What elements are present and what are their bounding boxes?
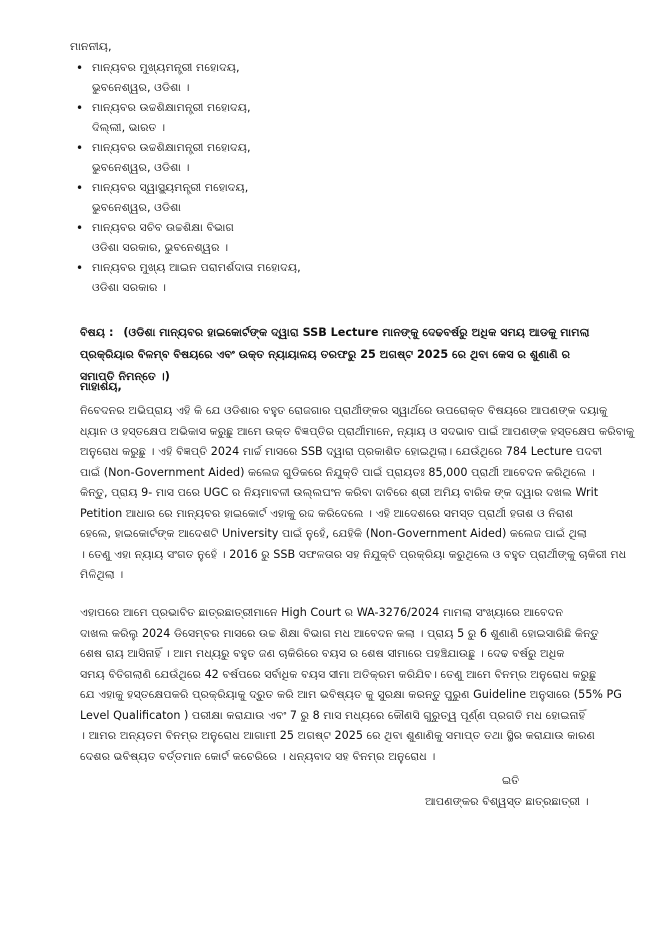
addressee-list <box>70 58 610 298</box>
body-paragraph-1 <box>80 401 635 586</box>
paragraph-line: ଅନୁରୋଧ କରୁଛୁ । ଏହି ବିଜ୍ଞପ୍ତି 2024 ମାର୍ଚ୍ଚ ମାସରେ SSB ଦ୍ୱାରା ପ୍ରକାଶିତ ହୋଇଥିଲା। ଯେଉଁଥିରେ 784 Lecture ପଦବୀ <box>80 445 603 458</box>
body-paragraph-2 <box>80 603 622 767</box>
addressee-item <box>70 98 610 138</box>
addressee-item <box>70 258 610 298</box>
addressee-location: ଭୁବନେଶ୍ୱର, ଓଡିଶା । <box>92 161 190 174</box>
paragraph-line: ଏହାପରେ ଆମେ ପ୍ରଭାବିତ ଛାତ୍ରଛାତ୍ରୀମାନେ High Court ର WA-3276/2024 ମାମଲା ସଂଖ୍ୟାରେ ଆବେଦନ <box>80 606 564 619</box>
salutation: ମାନନୀୟ, <box>70 40 112 53</box>
bullet-icon: • <box>76 141 84 155</box>
paragraph-line: ଶେଷ ରାୟ ଆସିନାହିଁ । ଆମ ମଧ୍ୟରୁ ବହୁତ ଜଣ ଚାକିରିରେ ବୟସ ର ଶେଷ ସୀମାରେ ପହଞ୍ଚିଯାଉଛୁ । ଦେଢ ବର୍ଷରୁ ଅଧିକ <box>80 647 565 660</box>
addressee-location: ଓଡିଶା ସରକାର, ଭୁବନେଶ୍ୱର । <box>92 241 229 254</box>
paragraph-line: ସମୟ ବିତିଗଲାଣି ଯେଉଁଥିରେ 42 ବର୍ଷପରେ ସର୍ବାଧିକ ବୟସ ସୀମା ଅତିକ୍ରମ କରିଯିବ। ତେଣୁ ଆମେ ବିନମ୍ର ଅନୁରୋଧ କରୁଛୁ <box>80 667 597 681</box>
bullet-icon: • <box>76 181 84 195</box>
addressee-location: ଭୁବନେଶ୍ୱର, ଓଡିଶା । <box>92 81 190 94</box>
addressee-title: ମାନ୍ୟବର ମୁଖ୍ୟ ଆଇନ ପରାମର୍ଶଦାତା ମହୋଦୟ, <box>92 261 301 274</box>
addressee-location: ଦିଲ୍ଲୀ, ଭାରତ । <box>92 121 166 134</box>
paragraph-line: Level Qualificaton ) ପରୀକ୍ଷା କରାଯାଉ ଏବଂ 7 ରୁ 8 ମାସ ମଧ୍ୟରେ କୌଣସି ଗୁରୁତ୍ୱ ପୂର୍ଣ୍ଣ ପ୍ରଗତି ମଧ ହୋଇନାହିଁ <box>80 708 586 722</box>
paragraph-line: ଦାଖଲ କରିଲୁ 2024 ଡିସେମ୍ବର ମାସରେ ଉଚ୍ଚ ଶିକ୍ଷା ବିଭାଗ ମଧ ଆବେଦନ କଲା । ପ୍ରାୟ 5 ରୁ 6 ଶୁଣାଣି ହୋଇସାରିଛି କିନ୍ତୁ <box>80 626 599 640</box>
paragraph-line: । ତେଣୁ ଏହା ନ୍ୟାୟ ସଂଗତ ନୁହେଁ । 2016 ରୁ SSB ସଫଳତାର ସହ ନିଯୁକ୍ତି ପ୍ରକ୍ରିୟା କରୁଥିଲେ ଓ ବହୁତ ପ୍ରାର୍ଥୀଙ୍କୁ ଚାକିରୀ ମଧ <box>80 547 627 561</box>
greeting: ମାହାଶୟ, <box>80 380 122 393</box>
paragraph-line: ଦେଶର ଭବିଷ୍ୟତ ବର୍ତ୍ତମାନ କୋର୍ଟ କଚେରିରେ । ଧନ୍ୟବାଦ ସହ ବିନମ୍ର ଅନୁରୋଧ । <box>80 749 436 763</box>
paragraph-line: ନିବେଦନର ଅଭିପ୍ରାୟ ଏହି କି ଯେ ଓଡିଶାର ବହୁତ ରୋଜଗାର ପ୍ରାର୍ଥୀଙ୍କର ସ୍ୱାର୍ଥରେ ଉପରୋକ୍ତ ବିଷୟରେ ଆପଣଙ୍କ ଦୟାକୁ <box>80 404 608 417</box>
paragraph-line: ଯେ ଏହାକୁ ହସ୍ତକ୍ଷେପକରି ପ୍ରକ୍ରିୟାକୁ ଦ୍ରୁତ କରି ଆମ ଭବିଷ୍ୟତ କୁ ସୁରକ୍ଷା କରନ୍ତୁ ପୁରୁଣ Guideline ଅନୁସାରେ (55% PG <box>80 688 622 701</box>
paragraph-line: ଧ୍ୟାନ ଓ ହସ୍ତକ୍ଷେପ ଅଭିକାସ କରୁଛୁ ଆମେ ଉକ୍ତ ବିଜ୍ଞପ୍ତିର ପ୍ରାର୍ଥୀମାନେ, ନ୍ୟାୟ ଓ ସଦଭାବ ପାଇଁ ଆପଣଙ୍କ ହସ୍ତକ୍ଷେପ କରିବାକୁ <box>80 424 635 438</box>
addressee-item <box>70 138 610 178</box>
addressee-item <box>70 218 610 258</box>
bullet-icon: • <box>76 101 84 115</box>
addressee-title: ମାନ୍ୟବର ଉଚ୍ଚଶିକ୍ଷାମନ୍ତ୍ରୀ ମହୋଦୟ, <box>92 101 251 114</box>
addressee-title: ମାନ୍ୟବର ମୁଖ୍ୟମନ୍ତ୍ରୀ ମହୋଦୟ, <box>92 61 240 74</box>
addressee-item <box>70 178 610 218</box>
paragraph-line: Petition ଆଧାର ରେ ମାନ୍ୟବର ହାଇକୋର୍ଟ ଏହାକୁ ରଦ୍ଦ କରିଦେଲେ । ଏହି ଆଦେଶରେ ସମସ୍ତ ପ୍ରାର୍ଥୀ ହତାଶ ଓ ନିରାଶ <box>80 506 574 520</box>
closing: ଇତି <box>502 774 520 787</box>
bullet-icon: • <box>76 61 84 75</box>
bullet-icon: • <box>76 261 84 275</box>
addressee-location: ଭୁବନେଶ୍ୱର, ଓଡିଶା <box>92 201 181 214</box>
paragraph-line: ପାଇଁ (Non-Government Aided) କଲେଜ ଗୁଡିକରେ ନିଯୁକ୍ତି ପାଇଁ ପ୍ରାୟତଃ 85,000 ପ୍ରାର୍ଥୀ ଆବେଦନ କରିଥିଲେ । <box>80 465 595 479</box>
paragraph-line: କିନ୍ତୁ, ପ୍ରାୟ 9- ମାସ ପରେ UGC ର ନିୟମାବଳୀ ଉଲ୍ଲଘଂନ କରିବା ଦାବିରେ ଶ୍ରୀ ଅମିୟ ବାରିକ ଙ୍କ ଦ୍ୱାର ଦଖଲ Writ <box>80 486 599 499</box>
bullet-icon: • <box>76 221 84 235</box>
addressee-item <box>70 58 610 98</box>
addressee-title: ମାନ୍ୟବର ଉଚ୍ଚଶିକ୍ଷାମନ୍ତ୍ରୀ ମହୋଦୟ, <box>92 141 251 154</box>
paragraph-line: । ଆମର ଅନ୍ୟତମ ବିନମ୍ର ଅନୁରୋଧ ଆଗାମୀ 25 ଅଗଷ୍ଟ 2025 ରେ ଥିବା ଶୁଣାଣିକୁ ସମାପ୍ତ ତଥା ସ୍ଥିର କରାଯାଉ କାରଣ <box>80 729 596 742</box>
addressee-title: ମାନ୍ୟବର ସ୍ୱାସ୍ଥ୍ୟମନ୍ତ୍ରୀ ମହୋଦୟ, <box>92 181 249 194</box>
addressee-title: ମାନ୍ୟବର ସଚିବ ଉଚ୍ଚଶିକ୍ଷା ବିଭାଗ <box>92 221 235 234</box>
paragraph-line: ହେଲେ, ହାଇକୋର୍ଟଙ୍କ ଆଦେଶଟି University ପାଇଁ ନୁହେଁ, ଯେହିକି (Non-Government Aided) କଲେଜ ପାଇଁ ଥିଲା <box>80 527 587 540</box>
addressee-location: ଓଡିଶା ସରକାର । <box>92 281 167 294</box>
signature: ଆପଣଙ୍କର ବିଶ୍ୱସ୍ତ ଛାତ୍ରଛାତ୍ରୀ । <box>425 795 589 808</box>
subject-text: (ଓଡିଶା ମାନ୍ୟବର ହାଇକୋର୍ଟଙ୍କ ଦ୍ୱାରା SSB Lecture ମାନଙ୍କୁ ଦେଢବର୍ଷରୁ ଅଧିକ ସମୟ ଆଡକୁ ମାମଲା ପ୍ରକ୍ରିୟାର ବିଳମ୍ବ ବିଷୟରେ ଏବଂ ଉକ୍ତ ନ୍ୟାୟାଳୟ ତରଫରୁ 25 ଅଗଷ୍ଟ 2025 ରେ ଥିବା କେସ ର ଶୁଣାଣି ର ସମାପ୍ତି ନିମନ୍ତେ ।) <box>80 326 590 383</box>
paragraph-line: ମିଳିଥିଲା । <box>80 568 124 581</box>
subject-block <box>80 322 600 388</box>
subject-label: ବିଷୟ : <box>80 326 114 339</box>
